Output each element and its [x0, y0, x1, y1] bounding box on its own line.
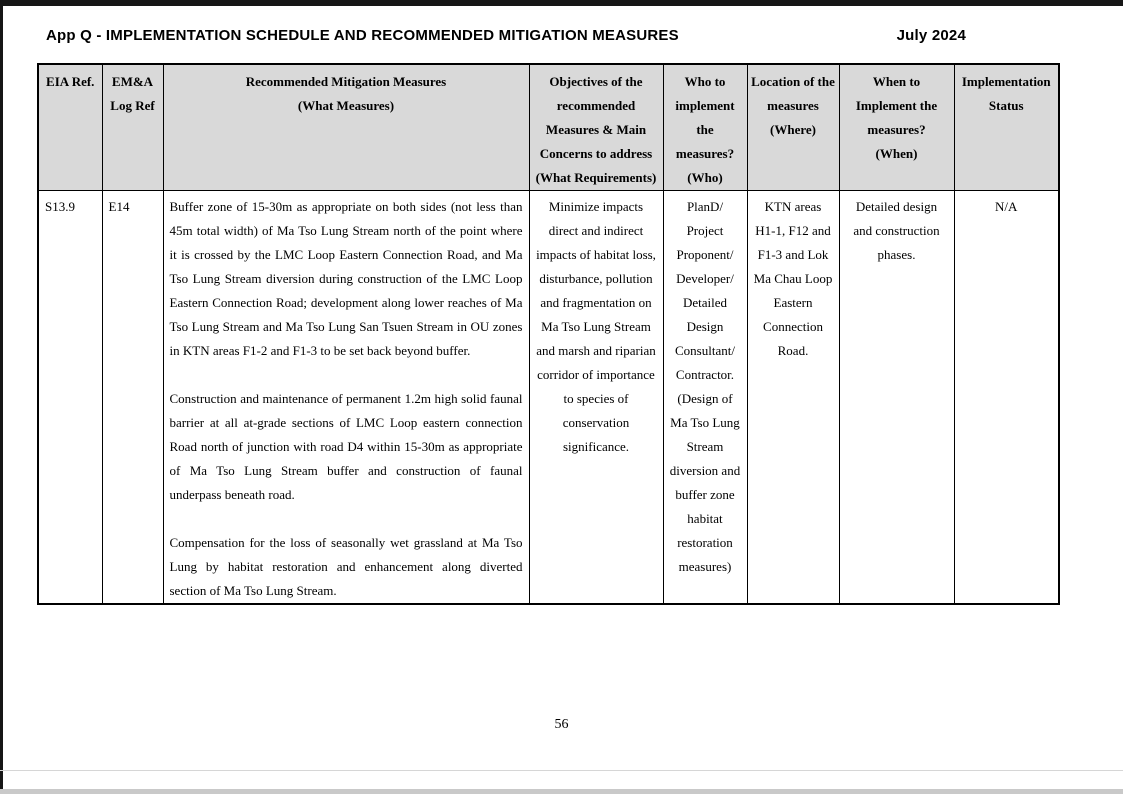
cell-ema-log-ref: E14	[102, 191, 163, 605]
cell-when: Detailed design and construction phases.	[839, 191, 954, 605]
table-header-row	[38, 64, 1059, 191]
cell-who: PlanD/ Project Proponent/ Developer/ Detailed Design Consultant/ Contractor. (Design of Ma Tso Lung Stream diversion and buffer zone habitat restoration measures)	[663, 191, 747, 605]
table-row	[38, 191, 1059, 605]
scan-edge-left	[0, 0, 3, 794]
page-title: App Q - IMPLEMENTATION SCHEDULE AND RECOMMENDED MITIGATION MEASURES	[46, 27, 679, 44]
scan-edge-bottom	[0, 789, 1123, 794]
implementation-schedule-table	[37, 63, 1060, 605]
header-recommended-mitigation-measures: Recommended Mitigation Measures (What Measures)	[163, 64, 529, 191]
scan-edge-bottom-line	[0, 770, 1123, 771]
cell-location: KTN areas H1-1, F12 and F1-3 and Lok Ma Chau Loop Eastern Connection Road.	[747, 191, 839, 605]
header-who: Who to implement the measures? (Who)	[663, 64, 747, 191]
document-header	[46, 27, 966, 44]
cell-implementation-status: N/A	[954, 191, 1059, 605]
header-when: When to Implement the measures? (When)	[839, 64, 954, 191]
cell-mitigation-measures: Buffer zone of 15-30m as appropriate on both sides (not less than 45m total width) of Ma Tso Lung Stream north of the point where it is crossed by the LMC Loop Eastern Connection Road, and Ma Tso Lung Stream diversion during construction of the LMC Loop Eastern Connection Road; development along lower reaches of Ma Tso Lung Stream and Ma Tso Lung San Tsuen Stream in OU zones in KTN areas F1-2 and F1-3 to be set back beyond buffer. Construction and maintenance of permanent 1.2m high solid faunal barrier at all at-grade sections of LMC Loop eastern connection Road north of junction with road D4 within 15-30m as appropriate of Ma Tso Lung Stream buffer and construction of faunal underpass beneath road. Compensation for the loss of seasonally wet grassland at Ma Tso Lung by habitat restoration and enhancement along diverted section of Ma Tso Lung Stream.	[163, 191, 529, 605]
header-location: Location of the measures (Where)	[747, 64, 839, 191]
scan-edge-top	[0, 0, 1123, 6]
cell-objectives: Minimize impacts direct and indirect impacts of habitat loss, disturbance, pollution and fragmentation on Ma Tso Lung Stream and marsh and riparian corridor of importance to species of conservation significance.	[529, 191, 663, 605]
header-eia-ref: EIA Ref.	[38, 64, 102, 191]
header-ema-log-ref: EM&A Log Ref	[102, 64, 163, 191]
header-objectives: Objectives of the recommended Measures & Main Concerns to address (What Requirements)	[529, 64, 663, 191]
cell-eia-ref: S13.9	[38, 191, 102, 605]
header-implementation-status: Implementation Status	[954, 64, 1059, 191]
page-date: July 2024	[896, 27, 966, 44]
page-number: 56	[554, 717, 569, 732]
